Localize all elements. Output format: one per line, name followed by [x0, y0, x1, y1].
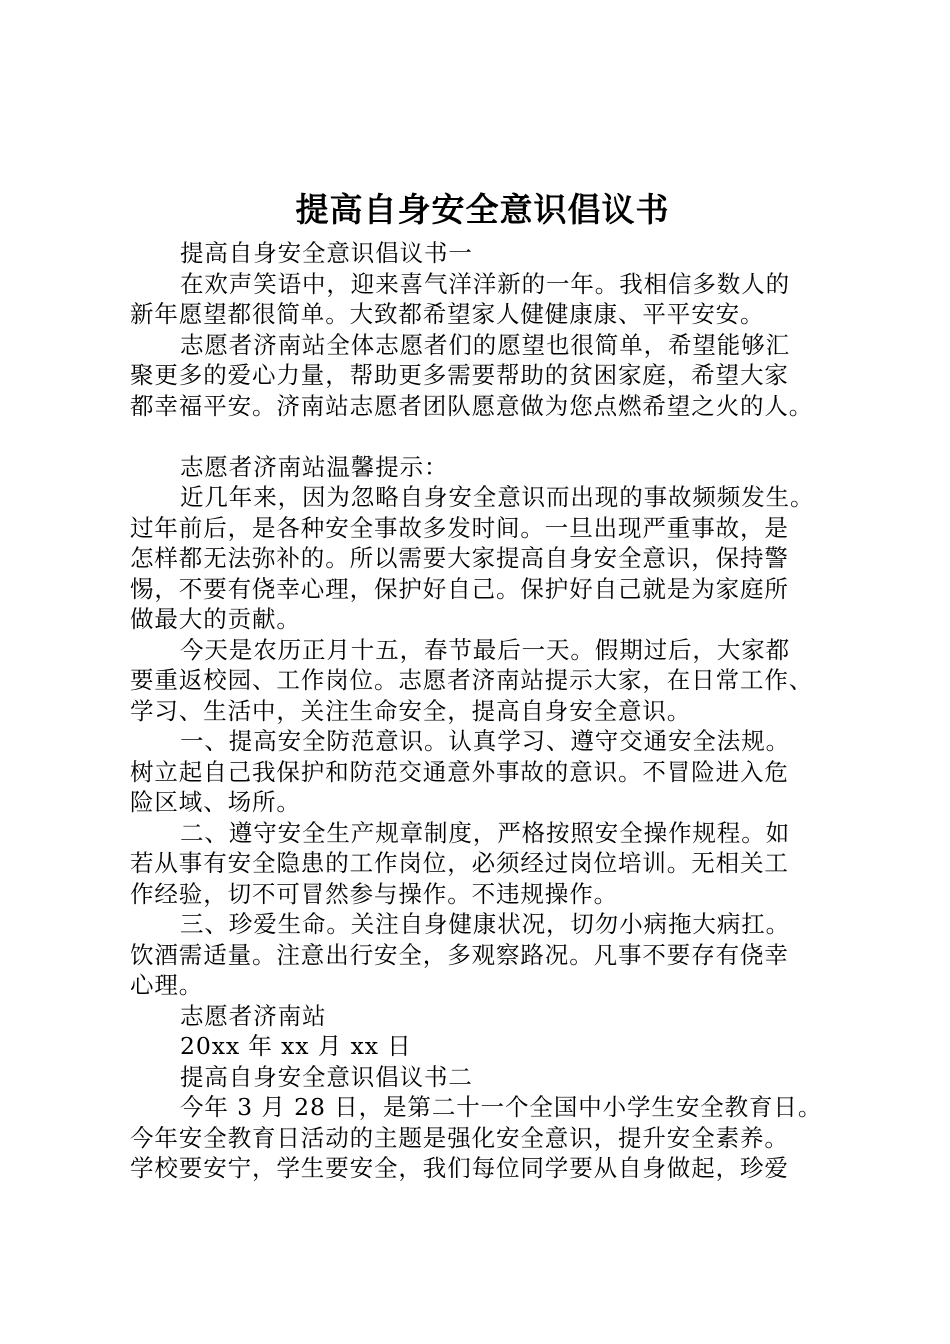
body-line: 若从事有安全隐患的工作岗位，必须经过岗位培训。无相关工	[130, 849, 789, 877]
blank-line	[130, 421, 835, 452]
body-line: 提高自身安全意识倡议书二	[180, 1062, 473, 1091]
body-line: 做最大的贡献。	[130, 605, 301, 633]
body-line: 提高自身安全意识倡议书一	[180, 239, 473, 267]
body-line: 饮酒需适量。注意出行安全，多观察路况。凡事不要存有侥幸	[130, 940, 789, 969]
body-line: 树立起自己我保护和防范交通意外事故的意识。不冒险进入危	[130, 757, 789, 786]
body-line: 要重返校园、工作岗位。志愿者济南站提示大家，在日常工作、	[130, 666, 814, 694]
body-line: 今年安全教育日活动的主题是强化安全意识，提升安全素养。	[130, 1123, 789, 1152]
body-line: 聚更多的爱心力量，帮助更多需要帮助的贫困家庭，希望大家	[130, 361, 789, 389]
body-line: 心理。	[130, 971, 204, 999]
body-line: 今天是农历正月十五，春节最后一天。假期过后，大家都	[180, 635, 790, 664]
body-line: 今年 3 月 28 日，是第二十一个全国中小学生安全教育日。	[180, 1093, 823, 1121]
body-line: 都幸福平安。济南站志愿者团队愿意做为您点燃希望之火的人。	[130, 391, 814, 420]
body-line: 作经验，切不可冒然参与操作。不违规操作。	[130, 879, 618, 908]
body-line: 惕，不要有侥幸心理，保护好自己。保护好自己就是为家庭所	[130, 574, 789, 603]
body-line: 新年愿望都很简单。大致都希望家人健健康康、平平安安。	[130, 300, 765, 328]
body-line: 三、珍爱生命。关注自身健康状况，切勿小病拖大病扛。	[180, 910, 790, 938]
document-page	[130, 182, 835, 1184]
body-line: 学习、生活中，关注生命安全，提高自身安全意识。	[130, 696, 692, 725]
body-line: 在欢声笑语中，迎来喜气洋洋新的一年。我相信多数人的	[180, 269, 790, 298]
body-line: 志愿者济南站全体志愿者们的愿望也很简单，希望能够汇	[180, 330, 790, 359]
body-line: 志愿者济南站温馨提示：	[180, 452, 449, 481]
body-line: 学校要安宁，学生要安全，我们每位同学要从自身做起，珍爱	[130, 1154, 789, 1182]
document-body	[130, 238, 835, 1184]
body-line: 近几年来，因为忽略自身安全意识而出现的事故频频发生。	[180, 483, 815, 511]
document-title: 提高自身安全意识倡议书	[295, 190, 670, 229]
body-line: 一、提高安全防范意识。认真学习、遵守交通安全法规。	[180, 727, 790, 755]
body-line: 怎样都无法弥补的。所以需要大家提高自身安全意识，保持警	[130, 544, 789, 572]
body-line: 二、遵守安全生产规章制度，严格按照安全操作规程。如	[180, 818, 790, 847]
body-line: 过年前后，是各种安全事故多发时间。一旦出现严重事故，是	[130, 513, 789, 542]
body-line: 20xx 年 xx 月 xx 日	[180, 1032, 412, 1060]
body-line: 志愿者济南站	[180, 1001, 327, 1030]
body-line: 险区域、场所。	[130, 788, 301, 816]
